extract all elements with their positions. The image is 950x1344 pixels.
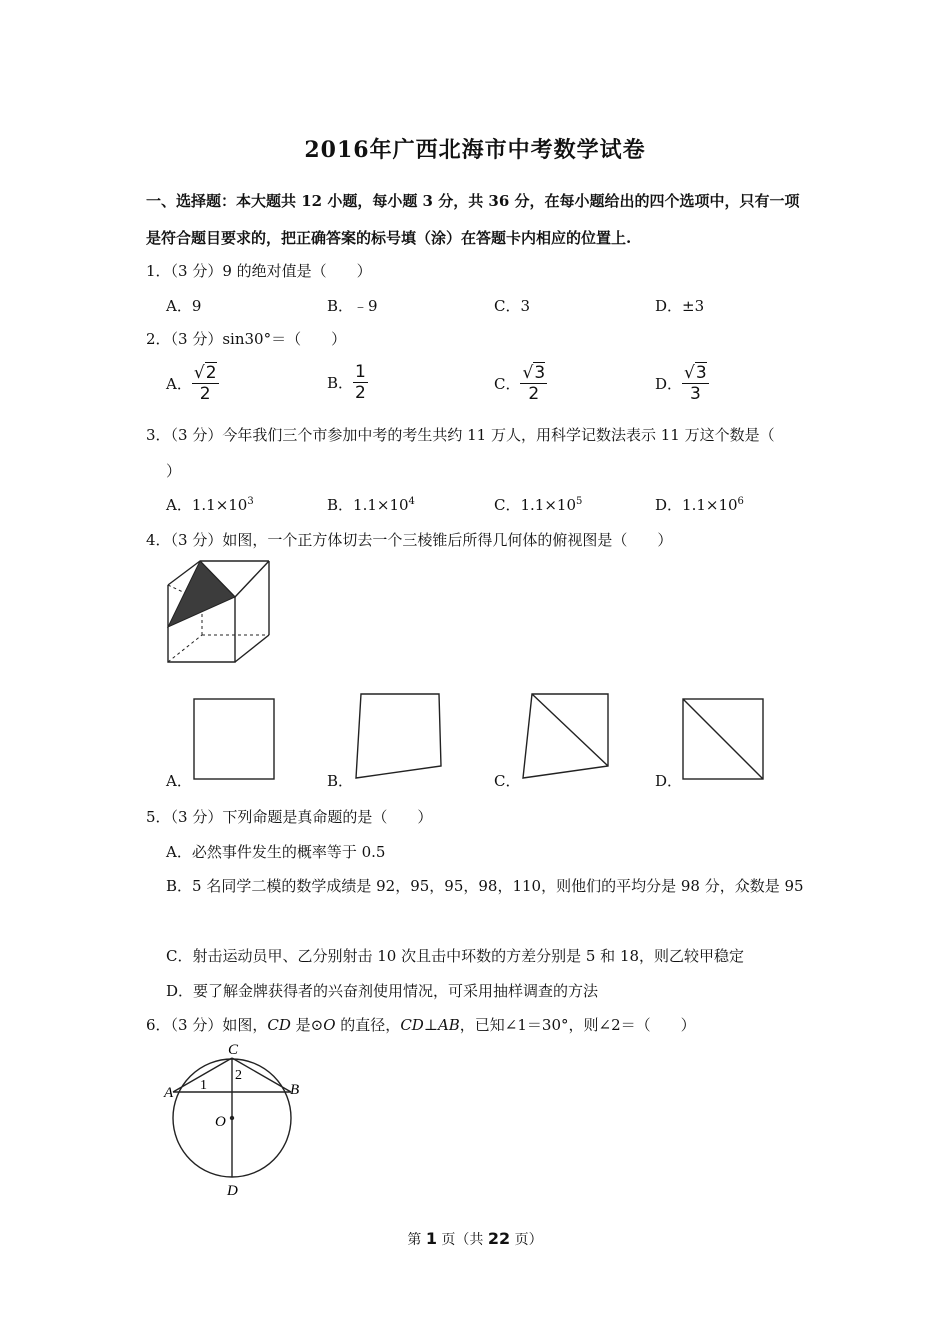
q3-option-b-label: B． xyxy=(327,496,354,514)
q3-option-d xyxy=(655,494,744,515)
q2-c-denominator: 2 xyxy=(528,384,540,404)
footer-page-number: 1 xyxy=(425,1229,437,1248)
footer-total-pages: 22 xyxy=(487,1229,511,1248)
q2-c-numerator: 3 xyxy=(534,363,546,383)
q6-label-o: O xyxy=(215,1114,226,1130)
page-title: 2016年广西北海市中考数学试卷 xyxy=(304,137,646,163)
q6-stem-part3: 的直径， xyxy=(335,1016,401,1034)
question-3-stem-line2: ） xyxy=(166,462,182,480)
q4-option-a-figure xyxy=(192,697,278,783)
radical-sign: √ xyxy=(522,363,534,383)
q2-option-b-label: B． xyxy=(327,374,354,392)
q4-cube-figure xyxy=(160,555,275,670)
radical-sign: √ xyxy=(193,363,205,383)
q6-stem-part5: ，已知∠1＝30°，则∠2＝（ ） xyxy=(459,1016,696,1034)
q4-option-a-label: A． xyxy=(166,772,192,790)
q3-option-d-base: 1.1×10 xyxy=(682,496,738,514)
q6-angle-2: 2 xyxy=(235,1068,242,1083)
section-instructions-line2: 是符合题目要求的，把正确答案的标号填（涂）在答题卡内相应的位置上. xyxy=(146,229,632,247)
q4-cut-face xyxy=(168,561,235,627)
q3-option-c-base: 1.1×10 xyxy=(520,496,576,514)
q4-option-b-figure xyxy=(353,690,445,782)
q6-circle-o: O xyxy=(323,1016,336,1034)
q6-perp-symbol: ⊥ xyxy=(423,1016,438,1034)
question-2-stem: 2．（3 分）sin30°＝（ ） xyxy=(146,330,347,348)
question-6-stem xyxy=(146,1014,696,1035)
question-5-stem: 5．（3 分）下列命题是真命题的是（ ） xyxy=(146,808,433,826)
page-footer xyxy=(0,1229,950,1249)
q4-option-c-label: C． xyxy=(494,772,521,790)
q6-angle-1: 1 xyxy=(200,1078,207,1093)
q3-option-c-label: C． xyxy=(494,496,521,514)
q2-option-c-fraction xyxy=(520,362,547,404)
q5-option-d: D．要了解金牌获得者的兴奋剂使用情况，可采用抽样调查的方法 xyxy=(166,982,599,1000)
q2-option-d-fraction xyxy=(682,362,709,404)
q3-option-c-exponent: 5 xyxy=(576,496,583,507)
q6-circle-figure xyxy=(160,1038,310,1200)
q2-option-c-label: C． xyxy=(494,374,521,393)
q2-option-a-label: A． xyxy=(166,374,192,393)
q2-option-b-fraction xyxy=(353,362,368,403)
q6-segment-ab: AB xyxy=(437,1016,460,1034)
q2-option-d-label: D． xyxy=(655,374,683,393)
q2-option-d xyxy=(655,362,709,404)
q2-b-denominator: 2 xyxy=(355,383,366,403)
q6-stem-part1: 6．（3 分）如图， xyxy=(146,1016,268,1034)
q6-center-dot xyxy=(230,1116,234,1120)
q2-d-numerator: 3 xyxy=(695,363,707,383)
q3-option-c xyxy=(494,494,582,515)
q1-option-b: B．﹣9 xyxy=(327,297,378,315)
q6-segment-cd-2: CD xyxy=(400,1016,424,1034)
question-3-stem-line1: 3．（3 分）今年我们三个市参加中考的考生共约 11 万人，用科学记数法表示 11 万这个数是（ xyxy=(146,426,775,444)
q2-d-denominator: 3 xyxy=(689,384,701,404)
q1-option-c: C．3 xyxy=(494,297,531,315)
question-1-stem: 1．（3 分）9 的绝对值是（ ） xyxy=(146,262,372,280)
q2-option-a xyxy=(166,362,219,404)
q6-label-b: B xyxy=(290,1082,300,1098)
q3-option-a xyxy=(166,494,254,515)
q2-option-a-fraction xyxy=(192,362,219,404)
q2-option-c xyxy=(494,362,547,404)
q4-option-b-label: B． xyxy=(327,772,354,790)
q4-option-d-label: D． xyxy=(655,772,683,790)
q3-option-a-exponent: 3 xyxy=(247,496,254,507)
q5-option-c: C．射击运动员甲、乙分别射击 10 次且击中环数的方差分别是 5 和 18，则乙较甲稳定 xyxy=(166,947,745,965)
q3-option-b-base: 1.1×10 xyxy=(353,496,409,514)
q2-a-denominator: 2 xyxy=(199,384,211,404)
q5-option-b: B．5 名同学二模的数学成绩是 92，95，95，98，110，则他们的平均分是 98 分，众数是 95 xyxy=(166,877,804,895)
q2-option-b xyxy=(327,362,368,403)
q6-stem-part2: 是⊙ xyxy=(290,1016,324,1034)
section-instructions-line1: 一、选择题：本大题共 12 小题，每小题 3 分，共 36 分，在每小题给出的四个选项中，只有一项 xyxy=(146,192,800,210)
q1-option-d: D．±3 xyxy=(655,297,705,315)
q3-option-b-exponent: 4 xyxy=(408,496,415,507)
q6-label-d: D xyxy=(227,1183,238,1199)
radical-sign: √ xyxy=(684,363,695,383)
q6-label-c: C xyxy=(228,1042,239,1058)
q3-option-b xyxy=(327,494,415,515)
q3-option-a-base: 1.1×10 xyxy=(191,496,248,514)
question-4-stem: 4．（3 分）如图，一个正方体切去一个三棱锥后所得几何体的俯视图是（ ） xyxy=(146,531,673,549)
q6-label-a: A xyxy=(164,1085,174,1101)
q2-a-numerator: 2 xyxy=(205,363,217,383)
q2-b-numerator: 1 xyxy=(355,362,366,382)
q3-option-d-exponent: 6 xyxy=(737,496,744,507)
footer-middle: 页（共 xyxy=(436,1232,488,1248)
footer-suffix: 页） xyxy=(510,1232,543,1248)
q3-option-d-label: D． xyxy=(655,496,683,514)
q3-option-a-label: A． xyxy=(166,496,192,514)
q4-option-d-figure xyxy=(681,697,767,783)
q4-option-c-figure xyxy=(520,690,612,782)
footer-prefix: 第 xyxy=(407,1232,426,1248)
q6-segment-cd: CD xyxy=(267,1016,291,1034)
q1-option-a: A．9 xyxy=(166,297,202,315)
q5-option-a: A．必然事件发生的概率等于 0.5 xyxy=(166,843,386,861)
